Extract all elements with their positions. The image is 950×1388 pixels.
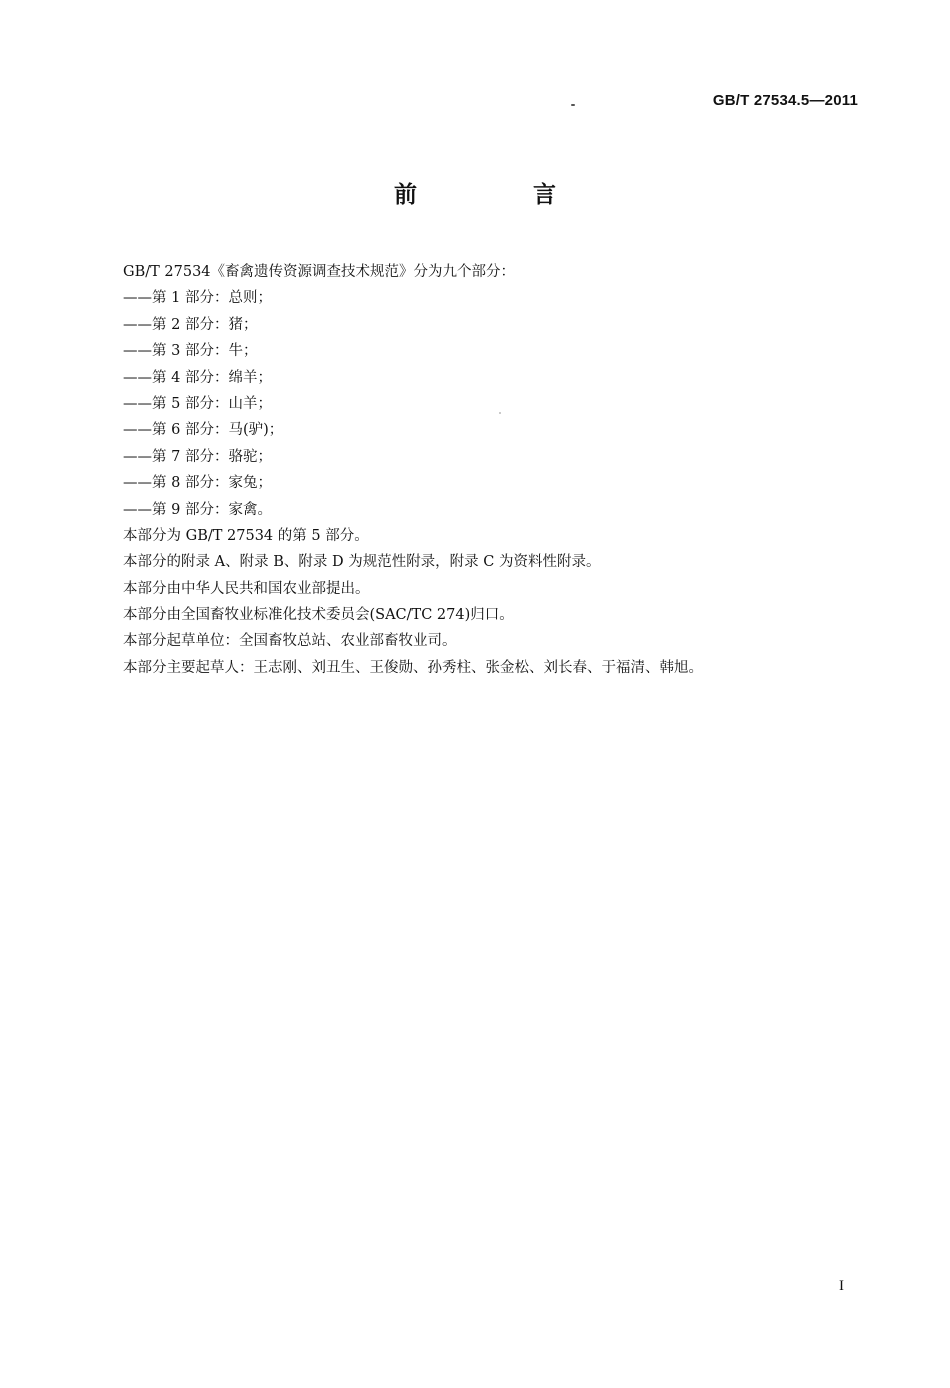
committee-statement: 本部分由全国畜牧业标准化技术委员会(SAC/TC 274)归口。 [123,607,514,624]
part-item-4: ——第 4 部分：绵羊； [123,369,272,386]
drafting-units-statement: 本部分起草单位：全国畜牧总站、农业部畜牧业司。 [123,633,457,650]
part-item-2: ——第 2 部分：猪； [123,316,258,333]
part-statement: 本部分为 GB/T 27534 的第 5 部分。 [123,527,369,544]
page-number: I [839,1278,844,1294]
part-item-9: ——第 9 部分：家禽。 [123,501,272,518]
part-item-7: ——第 7 部分：骆驼； [123,448,272,465]
drafters-statement: 本部分主要起草人：王志刚、刘丑生、王俊勋、孙秀柱、张金松、刘长春、于福清、韩旭。 [123,659,703,676]
part-item-5: ——第 5 部分：山羊； [123,395,272,412]
part-item-1: ——第 1 部分：总则； [123,290,272,307]
intro-line: GB/T 27534《畜禽遗传资源调查技术规范》分为九个部分： [123,264,516,280]
part-item-6: ——第 6 部分：马(驴)； [123,422,284,439]
appendix-statement: 本部分的附录 A、附录 B、附录 D 为规范性附录，附录 C 为资料性附录。 [123,554,601,571]
foreword-body [123,259,703,681]
part-item-8: ——第 8 部分：家兔； [123,475,272,492]
proposer-statement: 本部分由中华人民共和国农业部提出。 [123,580,370,597]
scan-artifact-mark [571,104,575,106]
document-code: GB/T 27534.5—2011 [712,92,858,109]
page-title: 前 言 [393,182,610,208]
part-item-3: ——第 3 部分：牛； [123,343,258,360]
